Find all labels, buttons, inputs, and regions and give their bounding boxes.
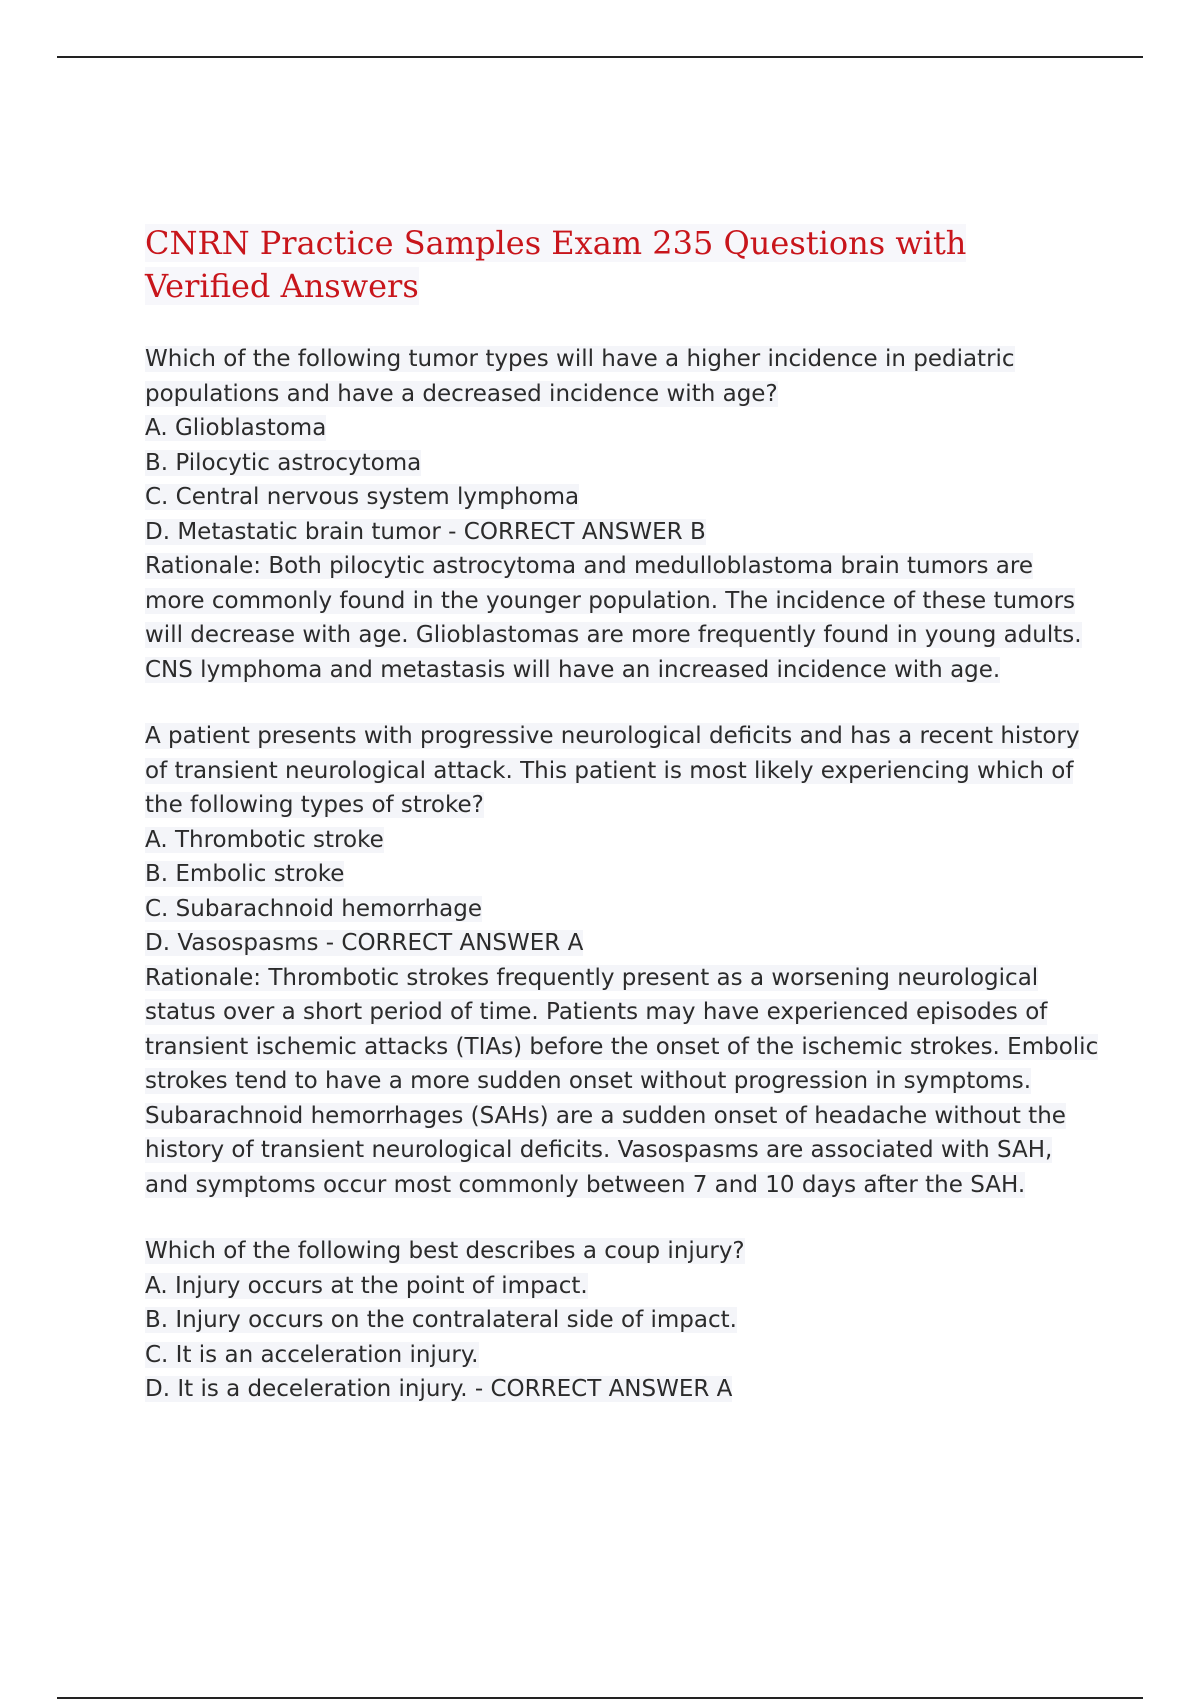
footer-rule: [57, 1697, 1143, 1699]
line-text: C. It is an acceleration injury.: [145, 1341, 479, 1368]
question-text-line: [145, 823, 1105, 858]
question-text-line: [145, 1064, 1105, 1099]
line-text: CNS lymphoma and metastasis will have an increased incidence with age.: [145, 656, 1001, 683]
question-text-line: [145, 1133, 1105, 1168]
question-text-line: [145, 1372, 1105, 1407]
question-text-line: [145, 1269, 1105, 1304]
line-text: populations and have a decreased incidence with age?: [145, 380, 778, 407]
line-text: A. Injury occurs at the point of impact.: [145, 1272, 588, 1299]
question-block: [145, 1234, 1105, 1407]
line-text: the following types of stroke?: [145, 792, 484, 818]
line-text: of transient neurological attack. This patient is most likely experiencing which of: [145, 757, 1074, 784]
line-text: C. Central nervous system lymphoma: [145, 484, 580, 510]
line-text: Rationale: Thrombotic strokes frequently present as a worsening neurological: [145, 964, 1039, 991]
question-text-line: [145, 719, 1105, 754]
line-text: status over a short period of time. Patients may have experienced episodes of: [145, 999, 1048, 1025]
header-rule: [57, 56, 1143, 58]
question-text-line: [145, 446, 1105, 481]
line-text: Rationale: Both pilocytic astrocytoma and medulloblastoma brain tumors are: [145, 553, 1034, 579]
question-text-line: [145, 515, 1105, 550]
line-text: B. Injury occurs on the contralateral side of impact.: [145, 1307, 737, 1333]
question-text-line: [145, 1234, 1105, 1269]
question-text-line: [145, 342, 1105, 377]
line-text: A. Glioblastoma: [145, 415, 327, 441]
line-text: more commonly found in the younger population. The incidence of these tumors: [145, 587, 1076, 614]
question-text-line: [145, 926, 1105, 961]
question-text-line: [145, 857, 1105, 892]
line-text: will decrease with age. Glioblastomas are more frequently found in young adults.: [145, 622, 1082, 648]
line-text: A patient presents with progressive neurological deficits and has a recent history: [145, 723, 1080, 749]
question-text-line: [145, 584, 1105, 619]
question-text-line: [145, 480, 1105, 515]
question-text-line: [145, 377, 1105, 412]
line-text: D. Metastatic brain tumor - CORRECT ANSWER B: [145, 518, 706, 545]
title-block: [145, 222, 1045, 308]
question-text-line: [145, 961, 1105, 996]
line-text: D. It is a deceleration injury. - CORRECT ANSWER A: [145, 1376, 733, 1402]
line-text: D. Vasospasms - CORRECT ANSWER A: [145, 930, 584, 956]
question-block: [145, 719, 1105, 1202]
question-list: [145, 342, 1105, 1407]
line-text: Which of the following best describes a coup injury?: [145, 1238, 745, 1264]
question-text-line: [145, 653, 1105, 688]
question-text-line: [145, 788, 1105, 823]
line-text: C. Subarachnoid hemorrhage: [145, 895, 483, 922]
question-text-line: [145, 618, 1105, 653]
question-text-line: [145, 1030, 1105, 1065]
question-text-line: [145, 995, 1105, 1030]
question-text-line: [145, 411, 1105, 446]
question-block: [145, 342, 1105, 687]
line-text: history of transient neurological deficits. Vasospasms are associated with SAH,: [145, 1137, 1053, 1163]
question-text-line: [145, 549, 1105, 584]
line-text: transient ischemic attacks (TIAs) before the onset of the ischemic strokes. Embolic: [145, 1033, 1099, 1060]
line-text: strokes tend to have a more sudden onset without progression in symptoms.: [145, 1068, 1032, 1094]
line-text: Subarachnoid hemorrhages (SAHs) are a sudden onset of headache without the: [145, 1102, 1066, 1129]
question-text-line: [145, 754, 1105, 789]
document-body: [145, 222, 1105, 1439]
document-title: CNRN Practice Samples Exam 235 Questions with Verified Answers: [145, 224, 967, 305]
line-text: and symptoms occur most commonly between 7 and 10 days after the SAH.: [145, 1171, 1026, 1198]
question-text-line: [145, 1099, 1105, 1134]
question-text-line: [145, 1168, 1105, 1203]
question-text-line: [145, 1338, 1105, 1373]
line-text: A. Thrombotic stroke: [145, 826, 384, 853]
line-text: Which of the following tumor types will have a higher incidence in pediatric: [145, 346, 1015, 372]
question-text-line: [145, 1303, 1105, 1338]
question-text-line: [145, 892, 1105, 927]
line-text: B. Embolic stroke: [145, 861, 345, 887]
line-text: B. Pilocytic astrocytoma: [145, 449, 422, 476]
